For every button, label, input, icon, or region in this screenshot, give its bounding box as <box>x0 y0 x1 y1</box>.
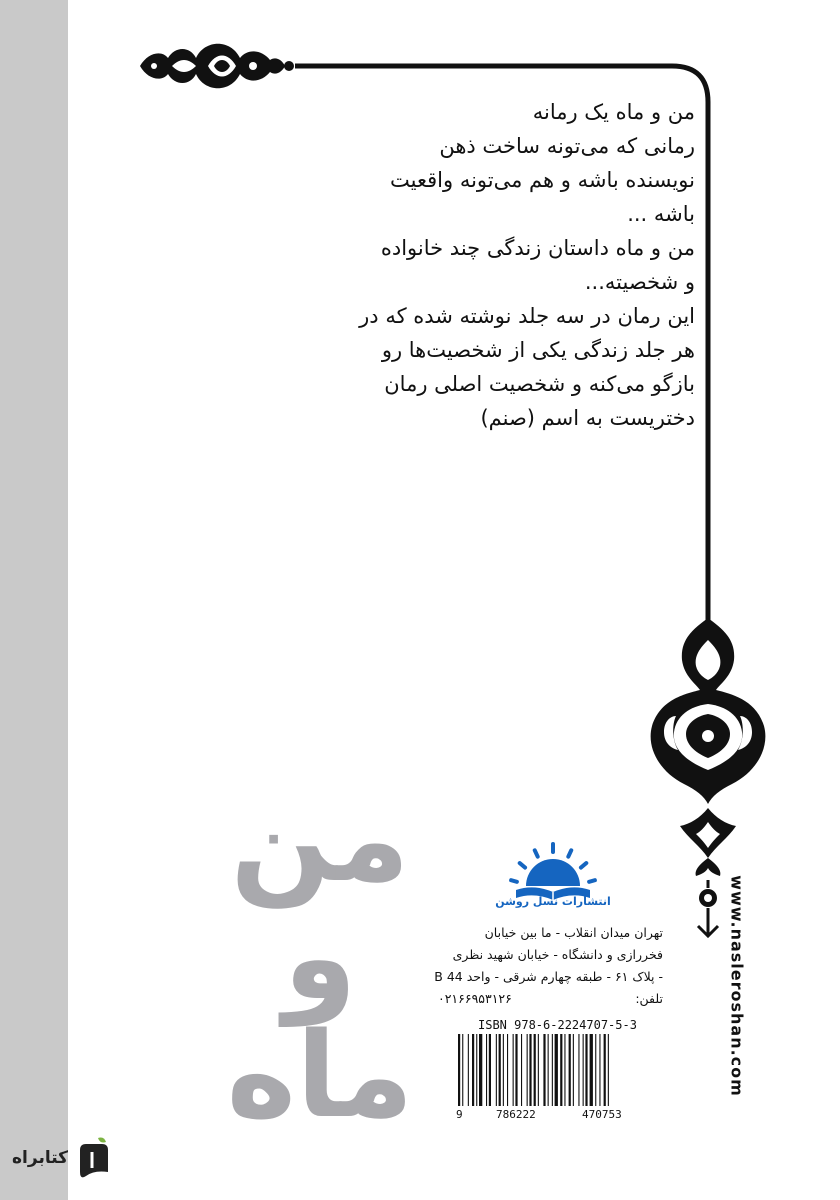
barcode-right-digits: 470753 <box>582 1108 622 1121</box>
barcode-bar <box>543 1034 545 1106</box>
blurb-line: هر جلد زندگی یکی از شخصیت‌ها رو <box>381 338 695 362</box>
barcode-bar <box>529 1034 531 1106</box>
blurb-line: بازگو می‌کنه و شخصیت اصلی رمان <box>384 372 695 396</box>
title-line: و <box>283 888 357 1026</box>
blurb-line: من و ماه یک رمانه <box>532 100 695 124</box>
barcode-bar <box>513 1034 514 1106</box>
isbn-label: ISBN 978-6-2224707-5-3 <box>478 1018 637 1032</box>
blurb-line: این رمان در سه جلد نوشته شده که در <box>359 304 695 328</box>
phone-number: ۰۲۱۶۶۹۵۳۱۲۶ <box>438 991 512 1006</box>
barcode-bar <box>496 1034 497 1106</box>
publisher-address <box>434 922 663 1010</box>
back-cover-blurb <box>340 95 695 435</box>
barcode-bar <box>585 1034 587 1106</box>
blurb-line: رمانی که می‌تونه ساخت ذهن <box>439 134 695 158</box>
store-name: کتابراه <box>12 1148 69 1168</box>
address-line: - پلاک ۶۱ - طبقه چهارم شرقی - واحد 44 B <box>434 969 663 984</box>
barcode-bar <box>462 1034 463 1106</box>
website-text[interactable]: www.nasleroshan.com <box>727 875 747 1097</box>
blurb-line: باشه ... <box>627 202 695 226</box>
book-title <box>190 770 450 1144</box>
barcode-bar <box>604 1034 606 1106</box>
title-line: ماه <box>226 1006 414 1144</box>
barcode-bar <box>560 1034 562 1106</box>
blurb-line: من و ماه داستان زندگی چند خانواده <box>380 236 695 260</box>
barcode-bar <box>507 1034 508 1106</box>
barcode-bar <box>486 1034 487 1106</box>
barcode-bar <box>569 1034 571 1106</box>
barcode-bar <box>527 1034 528 1106</box>
address-line: تهران میدان انقلاب - ما بین خیابان <box>484 925 663 940</box>
ketabrah-logo-icon <box>72 1136 112 1180</box>
barcode-bar <box>534 1034 536 1106</box>
barcode-bar <box>458 1034 460 1106</box>
barcode-bar <box>548 1034 549 1106</box>
blurb-line: و شخصیته... <box>584 270 695 294</box>
barcode-bar <box>595 1034 596 1106</box>
barcode-bar <box>472 1034 474 1106</box>
barcode-bar <box>583 1034 584 1106</box>
corner-ornament-icon <box>140 44 294 89</box>
barcode-bar <box>555 1034 558 1106</box>
barcode-bar <box>468 1034 469 1106</box>
barcode-bar <box>479 1034 482 1106</box>
blurb-line: نویسنده باشه و هم می‌تونه واقعیت <box>390 168 695 192</box>
title-line: من <box>230 770 410 908</box>
publisher-name: انتشارات نسل روشن <box>495 895 611 908</box>
barcode-bar <box>489 1034 491 1106</box>
phone-label: تلفن: <box>635 991 663 1006</box>
barcode-bar <box>499 1034 501 1106</box>
barcode-bar <box>552 1034 553 1106</box>
barcode-bar <box>503 1034 504 1106</box>
barcode-bar <box>578 1034 579 1106</box>
barcode-bar <box>608 1034 609 1106</box>
barcode-bar <box>599 1034 600 1106</box>
barcode-left-digits: 786222 <box>496 1108 536 1121</box>
barcode-bar <box>573 1034 574 1106</box>
barcode-bar <box>521 1034 522 1106</box>
address-line: فخررازی و دانشگاه - خیابان شهید نظری <box>452 947 663 962</box>
phone-row <box>438 988 663 1010</box>
barcode-bar <box>564 1034 565 1106</box>
barcode-bar <box>476 1034 477 1106</box>
barcode-bar <box>538 1034 539 1106</box>
blurb-line: دختریست به اسم (صنم) <box>480 406 695 430</box>
isbn-barcode <box>456 1034 656 1106</box>
barcode-bar <box>590 1034 593 1106</box>
barcode-lead-digit: 9 <box>456 1108 463 1121</box>
barcode-bar <box>515 1034 517 1106</box>
ketabrah-badge <box>12 1133 124 1183</box>
pendant-ornament-icon <box>651 618 766 936</box>
